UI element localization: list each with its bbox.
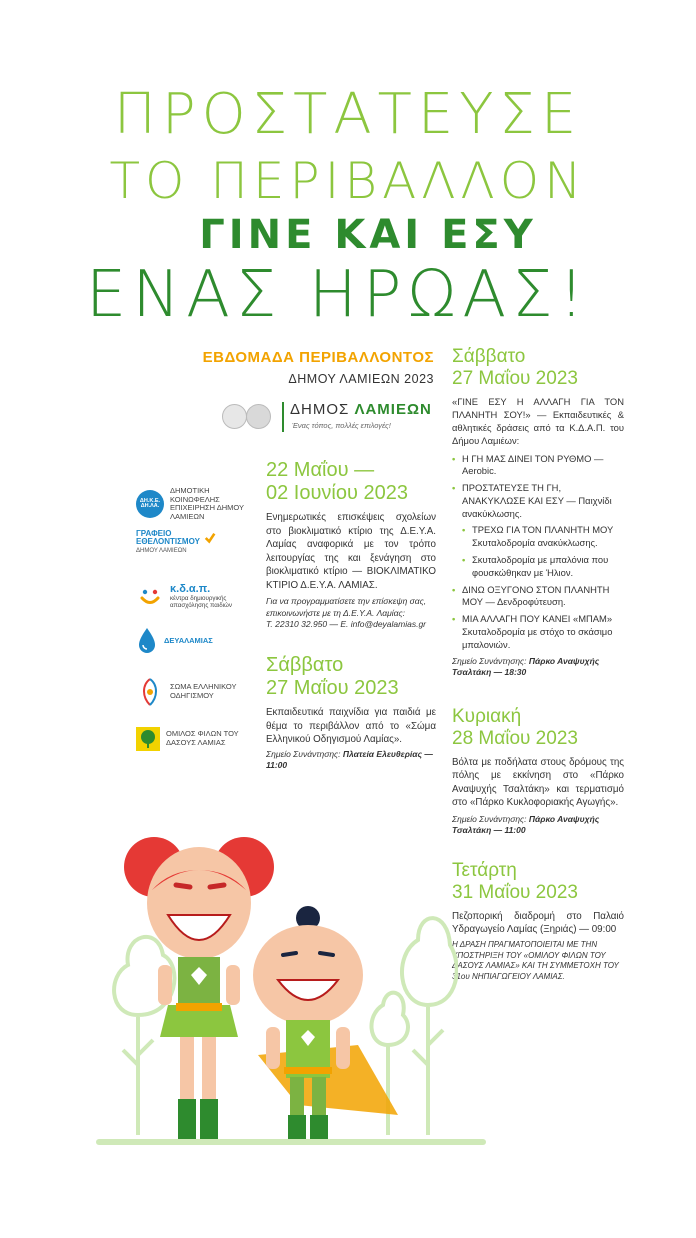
- meet-place: Πάρκο Αναψυχής Τσαλτάκη — 18:30: [452, 655, 600, 677]
- event-note: Για να προγραμματίσετε την επίσκεψη σας, επικοινωνήστε με τη Δ.Ε.Υ.Α. Λαμίας:: [266, 596, 427, 618]
- headline-line-4: ΕΝΑΣ ΗΡΩΑΣ!: [85, 258, 591, 332]
- guides-logo-icon: [136, 677, 164, 707]
- event-body: Ενημερωτικές επισκέψεις σχολείων στο βιοκλιματικό κτίριο της Δ.Ε.Υ.Α. Λαμίας αναφορικά με τον τρόπο λειτουργίας της και ξενάγηση στο βιοκλιματικό κτίριο — ΒΙΟΚΛΙΜΑΤΙΚΟ ΚΤΙΡΙΟ Δ.Ε.Υ.Α. ΛΑΜΙΑΣ.: [266, 512, 436, 591]
- list-item: • ΠΡΟΣΤΑΤΕΥΣΕ ΤΗ ΓΗ, ΑΝΑΚΥΚΛΩΣΕ ΚΑΙ ΕΣΥ — Παιχνίδι ανακύκλωσης.: [452, 482, 624, 520]
- list-item: • Σκυταλοδρομία με μπαλόνια που φουσκώθηκαν με Ήλιον.: [462, 554, 624, 580]
- sponsor-label: ΟΜΙΛΟΣ ΦΙΛΩΝ ΤΟΥ ΔΑΣΟΥΣ ΛΑΜΙΑΣ: [166, 729, 239, 747]
- right-event-3: [452, 860, 624, 983]
- deyal-name: ΔΕΥΑΛΑΜΙΑΣ: [164, 635, 213, 645]
- event-date-line-1: Τετάρτη: [452, 860, 517, 881]
- list-item: • Η ΓΗ ΜΑΣ ΔΙΝΕΙ ΤΟΝ ΡΥΘΜΟ — Aerobic.: [452, 453, 624, 479]
- meet-label: Σημείο Συνάντησης:: [452, 655, 527, 666]
- event-body: Βόλτα με ποδήλατα στους δρόμους της πόλης με εκκίνηση στο «Πάρκο Αναψυχής Τσαλτάκη» και τερματισμό στο «Πάρκο Κυκλοφοριακής Αγωγής».: [452, 756, 624, 809]
- sponsor-label: ΔΗΜΟΤΙΚΗ ΚΟΙΝΩΦΕΛΗΣ ΕΠΙΧΕΙΡΗΣΗ ΔΗΜΟΥ ΛΑΜΙΕΩΝ: [170, 486, 244, 521]
- right-event-2: [452, 706, 624, 837]
- event-body: Πεζοπορική διαδρομή στο Παλαιό Υδραγωγείο Λαμίας (Ξηριάς) — 09:00: [452, 910, 624, 936]
- meet-place: Πλατεία Ελευθερίας — 11:00: [266, 748, 433, 771]
- tree-logo-icon: [136, 727, 160, 751]
- volunteering-badge: ΓΡΑΦΕΙΟ ΕΘΕΛΟΝΤΙΣΜΟΥ: [136, 529, 200, 547]
- logo-divider: [282, 402, 284, 432]
- tree-icon: [402, 918, 457, 1135]
- check-heart-icon: [204, 531, 216, 545]
- seal-icons: [222, 404, 274, 430]
- event-contact: Τ. 22310 32.950 — Ε. info@deyalamias.gr: [266, 619, 427, 630]
- event-date-line-2: 27 Μαΐου 2023: [266, 677, 399, 699]
- sponsor-volunteering: [136, 530, 216, 554]
- event-date-line-1: Κυριακή: [452, 706, 522, 727]
- headline-line-1: ΠΡΟΣΤΑΤΕΥΣΕ: [113, 82, 583, 147]
- municipality-name-prefix: ΔΗΜΟΣ: [290, 401, 350, 418]
- municipality-logo: [222, 398, 434, 438]
- list-item: • ΜΙΑ ΑΛΛΑΓΗ ΠΟΥ ΚΑΝΕΙ «ΜΠΑΜ» Σκυταλοδρομία με στόχο το σκάσιμο μπαλονιών.: [452, 613, 624, 651]
- sponsor-dikedila: [136, 487, 256, 522]
- kdap-name: κ.δ.α.π.: [170, 582, 211, 595]
- event-date-line-1: 22 Μαΐου —: [266, 459, 375, 481]
- event-date-line-2: 28 Μαΐου 2023: [452, 727, 578, 749]
- event-intro: «ΓΙΝΕ ΕΣΥ Η ΑΛΛΑΓΗ ΓΙΑ ΤΟΝ ΠΛΑΝΗΤΗ ΣΟΥ!» — Εκπαιδευτικές & αθλητικές δράσεις από τα Κ.Δ.Α.Π. του Δήμου Λαμιέων:: [452, 395, 624, 446]
- event-date-line-2: 02 Ιουνίου 2023: [266, 482, 408, 504]
- water-drop-icon: [136, 626, 158, 654]
- activity-list: [452, 453, 624, 652]
- dikedila-logo-icon: ΔΗ.Κ.Ε. ΔΗ.ΛΑ.: [136, 490, 164, 518]
- meet-label: Σημείο Συνάντησης:: [452, 813, 527, 824]
- superhero-kids-illustration: [98, 815, 458, 1160]
- sponsor-deyal: [136, 626, 213, 654]
- seal-icon: [246, 404, 271, 429]
- list-item: • ΔΙΝΩ ΟΞΥΓΟΝΟ ΣΤΟΝ ΠΛΑΝΗΤΗ ΜΟΥ — Δενδροφύτευση.: [452, 584, 624, 610]
- meet-place: Πάρκο Αναψυχής Τσαλτάκη — 11:00: [452, 813, 600, 836]
- event-date-line-1: Σάββατο: [266, 654, 344, 676]
- event-date-line-2: 27 Μαΐου 2023: [452, 367, 578, 389]
- headline-line-2: ΤΟ ΠΕΡΙΒΑΛΛΟΝ: [109, 152, 587, 210]
- smile-icon: [136, 582, 164, 610]
- sponsor-label: ΣΩΜΑ ΕΛΛΗΝΙΚΟΥ ΟΔΗΓΙΣΜΟΥ: [170, 682, 237, 700]
- boy-character: [253, 906, 398, 1139]
- left-event-2: [266, 654, 436, 771]
- municipality-name-main: ΛΑΜΙΕΩΝ: [354, 401, 432, 418]
- sponsor-kdap: [136, 582, 242, 610]
- sponsor-guides: [136, 677, 246, 707]
- sponsor-label: κέντρα δημιουργικής απασχόλησης παιδιών: [170, 594, 232, 609]
- headline-line-3: ΓΙΝΕ ΚΑΙ ΕΣΥ: [199, 212, 537, 258]
- sponsor-forest-friends: [136, 727, 246, 751]
- sponsor-label: ΔΗΜΟΥ ΛΑΜΙΕΩΝ: [136, 547, 187, 554]
- seal-icon: [222, 404, 247, 429]
- event-date-line-2: 31 Μαΐου 2023: [452, 881, 578, 903]
- left-event-1: [266, 459, 436, 631]
- right-event-1: [452, 346, 624, 678]
- event-body: Εκπαιδευτικά παιχνίδια για παιδιά με θέμα το περιβάλλον από το «Σώμα Ελληνικού Οδηγισμού Λαμίας».: [266, 707, 436, 746]
- municipality-tagline: Ένας τόπος, πολλές επιλογές!: [292, 421, 391, 430]
- meet-label: Σημείο Συνάντησης:: [266, 748, 341, 759]
- week-subtitle: ΔΗΜΟΥ ΛΑΜΙΕΩΝ 2023: [288, 372, 434, 386]
- event-note: Η ΔΡΑΣΗ ΠΡΑΓΜΑΤΟΠΟΙΕΙΤΑΙ ΜΕ ΤΗΝ ΥΠΟΣΤΗΡΙΞΗ ΤΟΥ «ΟΜΙΛΟΥ ΦΙΛΩΝ ΤΟΥ ΔΑΣΟΥΣ ΛΑΜΙΑΣ» ΚΑΙ ΤΗ ΣΥΜΜΕΤΟΧΗ ΤΟΥ 31ου ΝΗΠΙΑΓΩΓΕΙΟΥ ΛΑΜΙΑΣ.: [452, 939, 619, 982]
- week-title: ΕΒΔΟΜΑΔΑ ΠΕΡΙΒΑΛΛΟΝΤΟΣ: [202, 349, 434, 366]
- girl-character: [124, 837, 274, 1139]
- list-item: • ΤΡΕΧΩ ΓΙΑ ΤΟΝ ΠΛΑΝΗΤΗ ΜΟΥ Σκυταλοδρομία ανακύκλωσης.: [462, 524, 624, 550]
- municipality-name: [290, 401, 432, 418]
- event-date-line-1: Σάββατο: [452, 346, 526, 367]
